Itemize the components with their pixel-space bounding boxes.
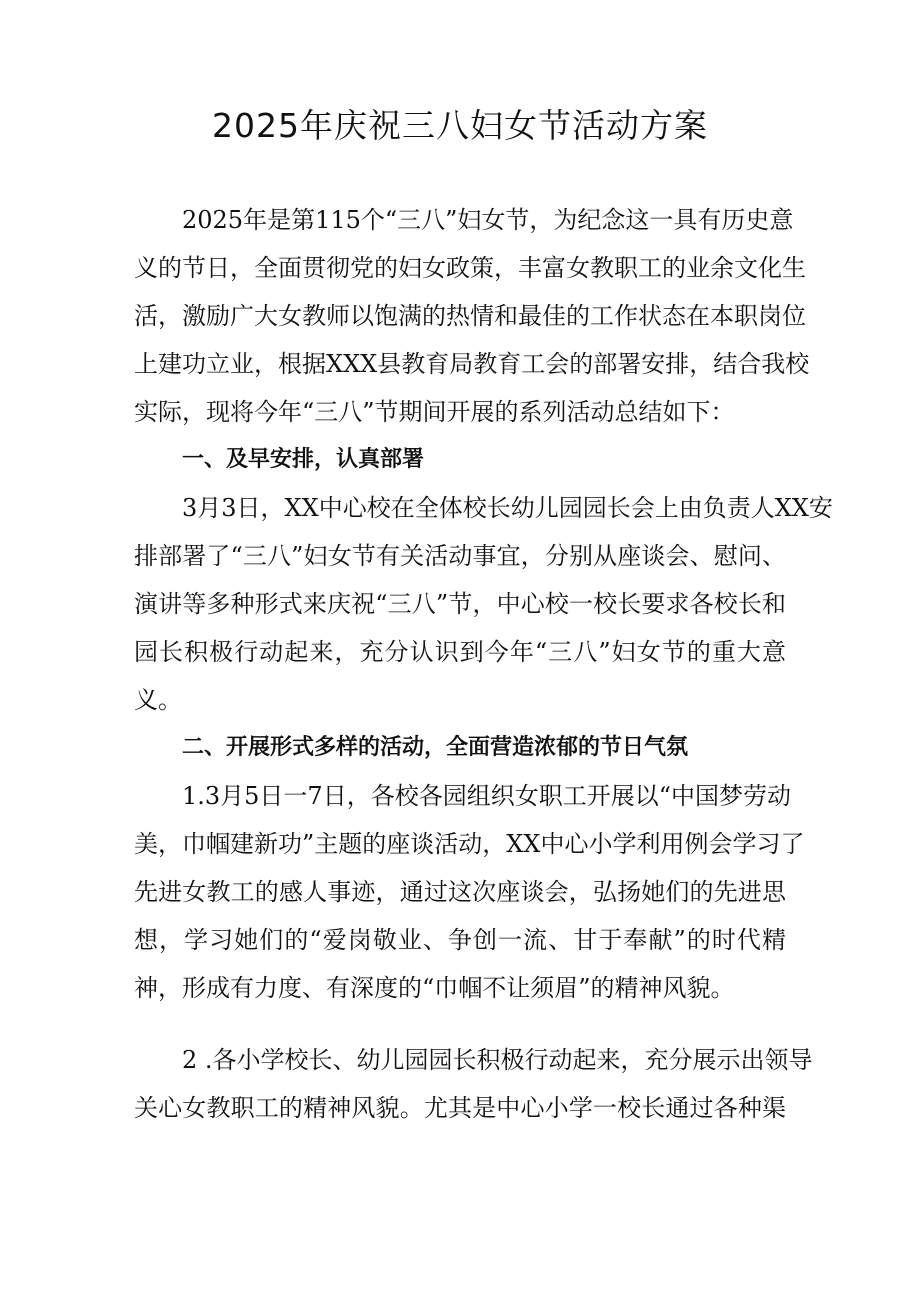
text-line: 想，学习她们的“爱岗敬业、争创一流、甘于奉献”的时代精 bbox=[134, 926, 786, 954]
paragraph-gap bbox=[134, 1012, 786, 1036]
section-heading: 一、及早安排，认真部署 bbox=[182, 447, 425, 472]
text-line: 实际，现将今年“三八”节期间开展的系列活动总结如下： bbox=[134, 398, 735, 426]
text-line: 关心女教职工的精神风貌。尤其是中心小学一校长通过各种渠 bbox=[134, 1094, 786, 1122]
text-line: 神，形成有力度、有深度的“巾帼不让须眉”的精神风貌。 bbox=[134, 974, 735, 1002]
text-line: 先进女教工的感人事迹，通过这次座谈会，弘扬她们的先进思 bbox=[134, 878, 786, 906]
document-title: 2025年庆祝三八妇女节活动方案 bbox=[212, 106, 708, 145]
text-line: 义。 bbox=[134, 686, 182, 714]
text-line: 上建功立业，根据XXX县教育局教育工会的部署安排，结合我校 bbox=[134, 350, 810, 378]
text-line: 演讲等多种形式来庆祝“三八”节，中心校一校长要求各校长和 bbox=[134, 590, 786, 618]
text-line: 2 .各小学校长、幼儿园园长积极行动起来，充分展示出领导 bbox=[182, 1046, 813, 1074]
section-heading: 二、开展形式多样的活动，全面营造浓郁的节日气氛 bbox=[182, 735, 689, 760]
text-line: 排部署了“三八”妇女节有关活动事宜，分别从座谈会、慰问、 bbox=[134, 542, 786, 570]
text-line: 1.3月5日一7日，各校各园组织女职工开展以“中国梦劳动 bbox=[182, 782, 791, 810]
document-body bbox=[134, 196, 833, 1132]
text-line: 义的节日，全面贯彻党的妇女政策，丰富女教职工的业余文化生 bbox=[134, 254, 806, 282]
text-line: 活，激励广大女教师以饱满的热情和最佳的工作状态在本职岗位 bbox=[134, 302, 806, 330]
text-line: 美，巾帼建新功”主题的座谈活动，XX中心小学利用例会学习了 bbox=[134, 830, 805, 858]
text-line: 3月3日，XX中心校在全体校长幼儿园园长会上由负责人XX安 bbox=[182, 494, 833, 522]
text-line: 园长积极行动起来，充分认识到今年“三八”妇女节的重大意 bbox=[134, 638, 786, 666]
text-line: 2025年是第115个“三八”妇女节，为纪念这一具有历史意 bbox=[182, 206, 794, 234]
